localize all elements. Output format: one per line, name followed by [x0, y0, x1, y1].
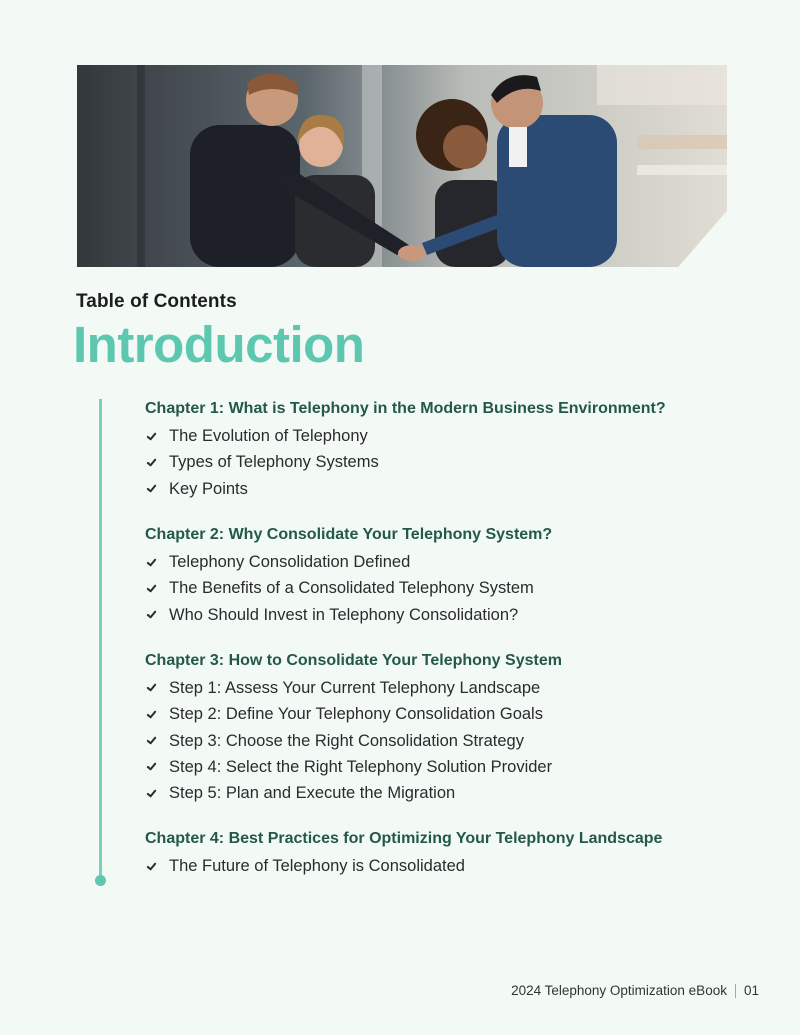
list-item [145, 575, 765, 601]
chapter-title: Chapter 2: Why Consolidate Your Telephony System? [145, 525, 553, 543]
list-item [145, 754, 765, 780]
list-item-label: The Benefits of a Consolidated Telephony System [169, 579, 534, 598]
toc-label: Table of Contents [76, 291, 237, 312]
list-item-label: Types of Telephony Systems [169, 453, 379, 472]
list-item [145, 675, 765, 701]
business-handshake-illustration [77, 65, 727, 267]
check-icon [146, 709, 157, 720]
check-icon [146, 682, 157, 693]
list-item-label: Who Should Invest in Telephony Consolidation? [169, 605, 519, 624]
list-item [145, 601, 765, 627]
check-icon [146, 557, 157, 568]
chapter-1 [145, 397, 765, 502]
check-icon [146, 483, 157, 494]
list-item [145, 449, 765, 475]
page-title: Introduction [73, 316, 365, 373]
page-number: 01 [743, 983, 759, 998]
page-footer [511, 983, 759, 998]
check-icon [146, 431, 157, 442]
timeline-line [99, 399, 102, 880]
list-item-label: Key Points [169, 479, 248, 498]
list-item-label: Step 4: Select the Right Telephony Solution Provider [169, 757, 553, 776]
list-item [145, 853, 765, 879]
list-item-label: Step 2: Define Your Telephony Consolidation Goals [169, 705, 543, 724]
hero-photo [77, 65, 727, 267]
list-item [145, 701, 765, 727]
chapter-4 [145, 827, 765, 879]
chapter-title: Chapter 3: How to Consolidate Your Telephony System [145, 651, 562, 669]
list-item [145, 476, 765, 502]
footer-title: 2024 Telephony Optimization eBook [511, 983, 727, 998]
chapter-title: Chapter 1: What is Telephony in the Modern Business Environment? [145, 400, 666, 417]
check-icon [146, 609, 157, 620]
list-item [145, 549, 765, 575]
check-icon [146, 861, 157, 872]
chapter-2 [145, 523, 765, 628]
list-item [145, 727, 765, 753]
footer-divider [735, 984, 736, 998]
check-icon [146, 761, 157, 772]
list-item-label: Step 1: Assess Your Current Telephony Landscape [169, 678, 541, 697]
list-item-label: The Future of Telephony is Consolidated [169, 857, 465, 876]
list-item [145, 780, 765, 806]
list-item [145, 423, 765, 449]
chapter-3 [145, 649, 765, 806]
check-icon [146, 735, 157, 746]
check-icon [146, 788, 157, 799]
list-item-label: Step 5: Plan and Execute the Migration [169, 784, 456, 803]
list-item-label: The Evolution of Telephony [169, 427, 368, 446]
list-item-label: Step 3: Choose the Right Consolidation Strategy [169, 731, 524, 750]
list-item-label: Telephony Consolidation Defined [169, 553, 411, 572]
check-icon [146, 583, 157, 594]
table-of-contents [145, 397, 765, 901]
check-icon [146, 457, 157, 468]
timeline-end-dot [95, 875, 106, 886]
chapter-title: Chapter 4: Best Practices for Optimizing Your Telephony Landscape [145, 830, 663, 848]
